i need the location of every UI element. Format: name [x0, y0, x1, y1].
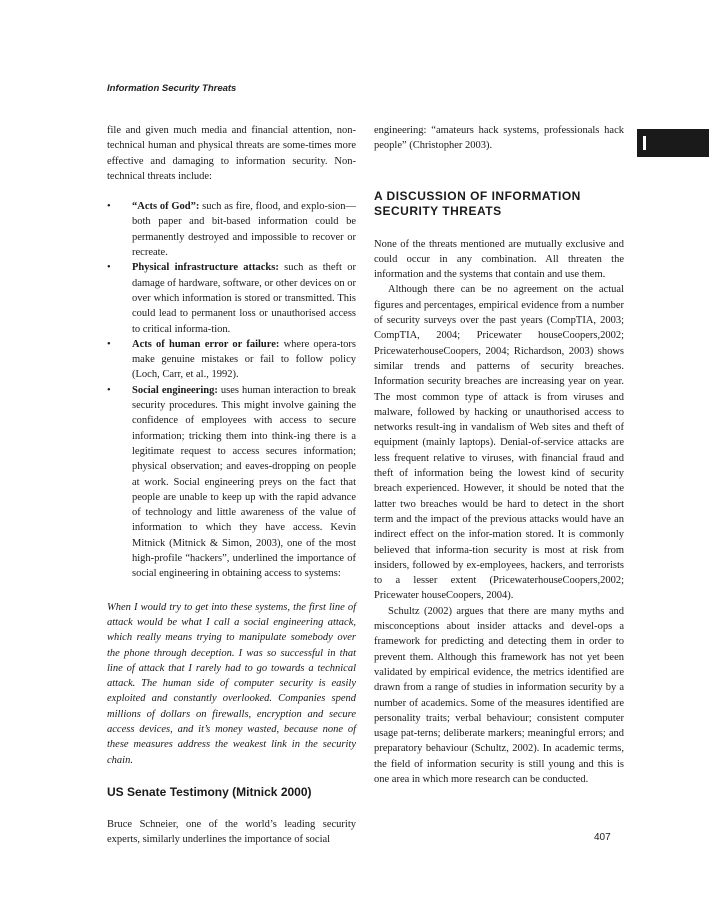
left-column	[107, 123, 356, 847]
continuation-paragraph: engineering: “amateurs hack systems, professionals hack people” (Christopher 2003).	[374, 125, 624, 152]
bullet-marker: •	[107, 201, 111, 213]
threat-list	[107, 199, 356, 581]
quote-source-heading: US Senate Testimony (Mitnick 2000)	[107, 784, 312, 799]
page-number: 407	[594, 832, 611, 843]
bullet-text: such as theft or damage of hardware, software, or other devices on or over which information is stored or transmitted. This could lead to permanent loss or unauthorised access to critical informa-tion.	[132, 262, 356, 335]
chapter-thumb-tab	[637, 129, 709, 157]
section-heading: A DISCUSSION OF INFORMATION SECURITY THREATS	[374, 188, 581, 219]
body-paragraph: Although there can be no agreement on the actual figures and percentages, empirical evidence from a number of security surveys over the past years (CompTIA, 2003; CompTIA, 2004; Pricewater houseCoopers,2002; PricewaterhouseCoopers, 2004; Richardson, 2003) shows similar trends and patterns of security breaches. Information security breaches are increasing year on year. The most common type of attack is from viruses and malware, followed by hacking or unauthorised access to networks result-ing in vandalism of Web sites and theft of equipment (mainly laptops). Denial-of-service attacks are less frequent relative to viruses, with financial fraud and theft of information being the lowest kind of security breach experienced. However, it should be noted that the latter two breaches would be hard to detect in the short term and the impact of the previous attacks would have an indirect effect on the infor-mation stored. It is commonly believed that informa-tion security is most at risk from insiders, followed by ex-employees, hackers, and terrorists to a lesser extent (PricewaterhouseCoopers,2002; Pricewater houseCoopers, 2004).	[374, 284, 624, 602]
mitnick-quote: When I would try to get into these systems, the first line of attack would be what I call a social engineering attack, which really means trying to manipulate somebody over the phone through deception. I was so successful in that line of attack that I rarely had to go towards a technical attack. The human side of computer security is easily exploited and constantly overlooked. Companies spend millions of dollars on firewalls, encryption and secure access devices, and it’s money wasted, because none of these measures address the weakest link in the security chain.	[107, 601, 356, 766]
thumb-tab-mark	[643, 136, 646, 150]
intro-paragraph: file and given much media and financial attention, non-technical human and physical threats are some-times more effective and damaging to information security. Non-technical threats include:	[107, 125, 356, 182]
body-paragraph: None of the threats mentioned are mutually exclusive and could occur in any combination. All threaten the information and the systems that contain and use them.	[374, 238, 624, 281]
bullet-text: where opera-tors make genuine mistakes or fail to follow policy (Loch, Carr, et al., 1992).	[132, 338, 356, 381]
bullet-marker: •	[107, 338, 111, 350]
bullet-marker: •	[107, 384, 111, 396]
bullet-text: uses human interaction to break security procedures. This might involve gaining the confidence of employees with access to secure information; tricking them into think-ing there is a legitimate request to access secures information; physical observation; and eaves-dropping on people at work. Social engineering preys on the fact that people are unable to keep up with the rapid advance of technology and little awareness of the value of information to which they have access. Kevin Mitnick (Mitnick & Simon, 2003), one of the most high-profile “hackers”, underlined the importance of social engineering in obtaining access to systems:	[132, 384, 357, 580]
bullet-term: “Acts of God”:	[132, 201, 200, 213]
bullet-term: Physical infrastructure attacks:	[132, 262, 279, 274]
closing-paragraph: Bruce Schneier, one of the world’s leading security experts, similarly underlines the importance of social	[107, 818, 356, 846]
list-item	[107, 383, 356, 582]
bullet-marker: •	[107, 262, 111, 274]
running-head: Information Security Threats	[107, 83, 237, 94]
body-paragraph: Schultz (2002) argues that there are many myths and misconceptions about insider attacks and devel-ops a framework for predicting and detecting them in order to prevent them. Although this framework has not yet been validated by empirical evidence, the metrics identified are drawn from a range of studies in information security by a number of academics. Some of the measures identified are personality traits; verbal behaviour; consistent computer usage pat-terns; deliberate markers; meaningful errors; and preparatory behaviour (Schultz, 2002). In academic terms, the field of information security is still young and this is one area in which more research can be conducted.	[374, 605, 624, 785]
bullet-term: Acts of human error or failure:	[132, 338, 280, 350]
bullet-text: such as fire, flood, and explo-sion—both paper and bit-based information could be permanently destroyed and impossible to recover or recreate.	[132, 201, 357, 259]
list-item	[107, 199, 356, 260]
list-item	[107, 260, 356, 336]
right-column	[374, 123, 624, 787]
list-item	[107, 337, 356, 383]
bullet-term: Social engineering:	[132, 384, 218, 396]
